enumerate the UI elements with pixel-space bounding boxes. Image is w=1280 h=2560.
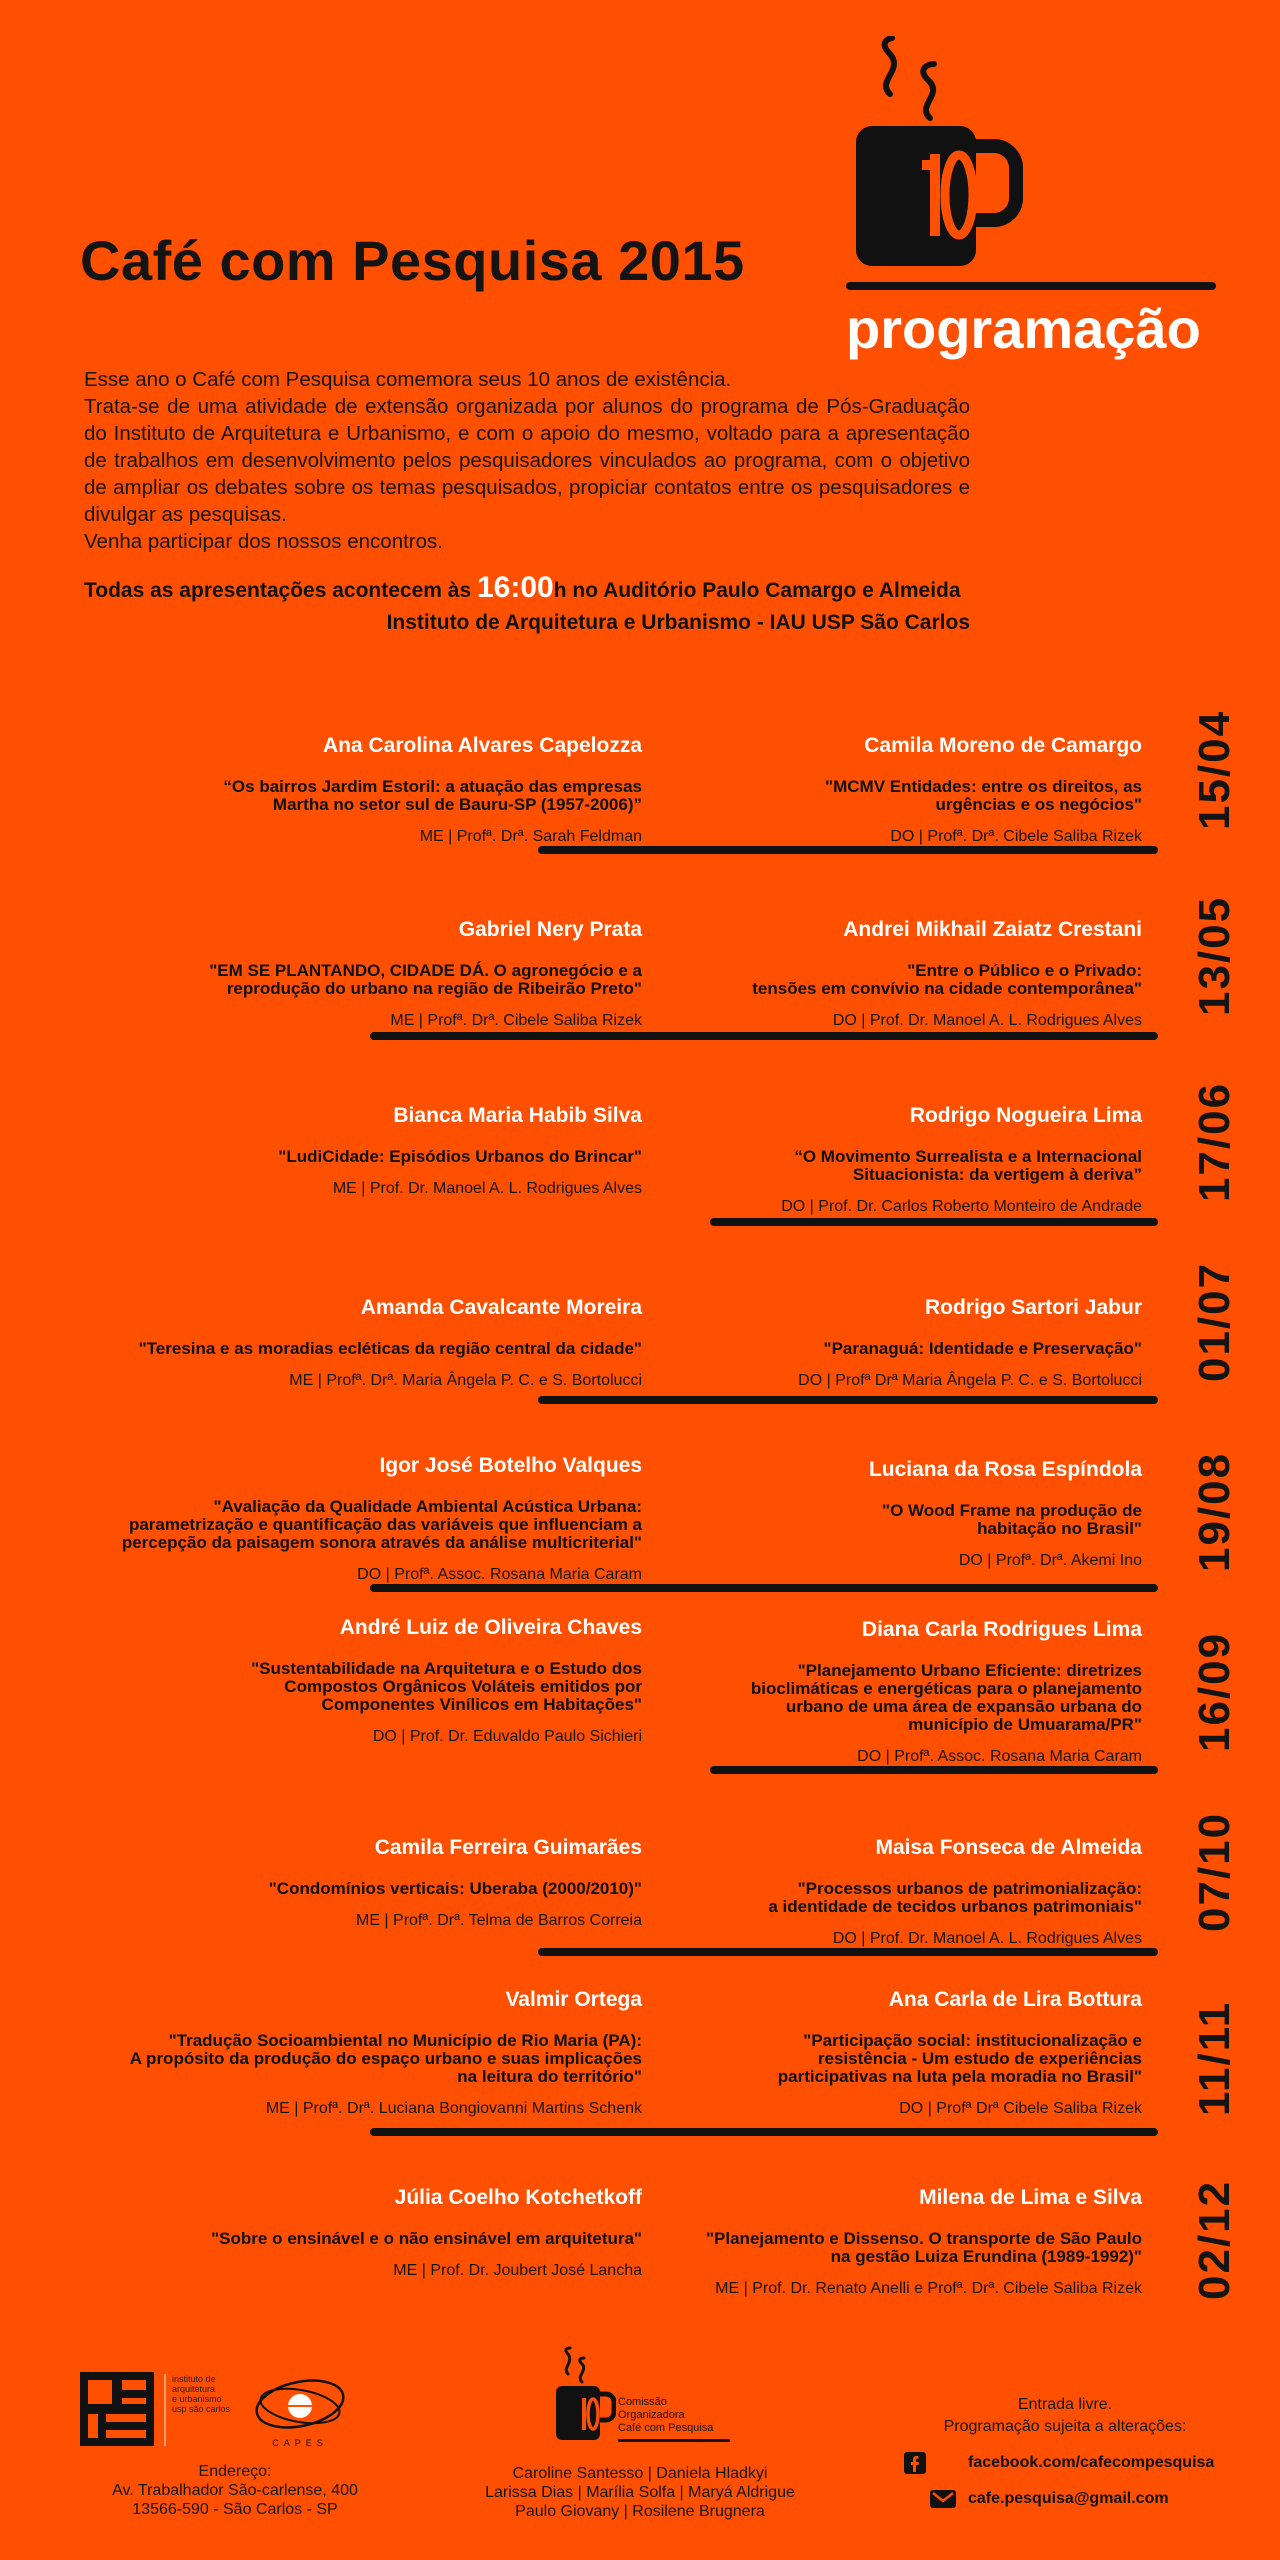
presentation-right [642,918,1142,1030]
presentation-right [642,1988,1142,2118]
talk-title: "Avaliação da Qualidade Ambiental Acústica Urbana: parametrização e quantificação das variáveis que influenciam a percepção da paisagem sonora através da análise multicriterial" [121,1497,642,1552]
capes-logo-mark [252,2374,348,2438]
contact-info [900,2394,1230,2438]
presenter-name: Camila Ferreira Guimarães [374,1836,642,1859]
talk-title: "Teresina e as moradias ecléticas da região central da cidade" [138,1339,642,1358]
members-line: Larissa Dias | Marília Solfa | Maryá Aldrigue [485,2484,795,2501]
advisor: ME | Profª. Drª. Cibele Saliba Rizek [390,1012,642,1029]
talk-title: "Entre o Público e o Privado: tensões em convívio na cidade contemporânea" [752,961,1142,998]
page-subtitle: programação [846,297,1201,360]
advisor: DO | Prof. Dr. Manoel A. L. Rodrigues Alves [832,1012,1142,1029]
advisor: DO | Profª Drª Cibele Saliba Rizek [899,2100,1142,2117]
session-rule [710,1218,1158,1226]
presenter-name: Amanda Cavalcante Moreira [360,1296,642,1319]
session-rule [370,1584,1158,1592]
advisor: ME | Profª. Drª. Maria Ângela P. C. e S. Bortolucci [289,1372,642,1389]
session-rule [538,1948,1158,1956]
email-icon [930,2490,956,2508]
steam-right [923,64,934,118]
presentation-left [82,1296,642,1390]
talk-title: “Os bairros Jardim Estoril: a atuação das empresas Martha no setor sul de Bauru-SP (1957-2006)” [223,777,642,814]
presentation-right [642,1104,1142,1216]
facebook-link[interactable]: facebook.com/cafecompesquisa [968,2454,1215,2471]
session-date: 01/07 [1190,1261,1239,1382]
committee-cup-logo [552,2346,616,2446]
session-time: 16:00 [476,571,554,604]
iau-logo-mark [80,2372,154,2446]
talk-title: "Participação social: institucionalização e resistência - Um estudo de experiências participativas na luta pela moradia no Brasil" [777,2031,1142,2086]
capes-logo [252,2374,348,2452]
presenter-name: Igor José Botelho Valques [379,1454,642,1477]
page-title: Café com Pesquisa 2015 [80,229,745,292]
session-rule [370,2128,1158,2136]
presentation-right [642,1458,1142,1570]
advisor: DO | Profª. Drª. Akemi Ino [958,1552,1142,1569]
presenter-name: Andrei Mikhail Zaiatz Crestani [843,918,1142,941]
advisor: ME | Profª. Drª. Sarah Feldman [419,828,642,845]
advisor: DO | Profª. Assoc. Rosana Maria Caram [857,1748,1142,1765]
committee-members [440,2464,840,2521]
session-date: 02/12 [1190,2179,1239,2300]
session-rule [538,1396,1158,1404]
steam-left [885,38,894,94]
session-date: 15/04 [1190,709,1239,830]
session-date: 07/10 [1190,1811,1239,1932]
talk-title: "Processos urbanos de patrimonialização: a identidade de tecidos urbanos patrimoniais" [768,1879,1142,1916]
talk-title: "LudiCidade: Episódios Urbanos do Brincar" [278,1147,642,1166]
talk-title: “O Movimento Surrealista e a Internacional Situacionista: da vertigem à deriva” [794,1147,1142,1184]
talk-title: "Sobre o ensinável e o não ensinável em arquitetura" [211,2229,642,2248]
presenter-name: Diana Carla Rodrigues Lima [861,1618,1142,1641]
presenter-name: Rodrigo Sartori Jabur [924,1296,1142,1319]
venue-prefix: Todas as apresentações acontecem às [84,579,477,602]
presentation-right [642,734,1142,846]
advisor: DO | Profª. Drª. Cibele Saliba Rizek [890,828,1142,845]
presenter-name: Maisa Fonseca de Almeida [875,1836,1142,1859]
presenter-name: Luciana da Rosa Espíndola [868,1458,1142,1481]
presenter-name: André Luiz de Oliveira Chaves [339,1616,642,1639]
presentation-left [82,734,642,846]
venue-suffix: h no Auditório Paulo Camargo e Almeida [553,579,961,602]
presentation-left [82,1836,642,1930]
coffee-cup-logo [846,36,1026,276]
advisor: DO | Prof. Dr. Eduvaldo Paulo Sichieri [372,1728,642,1745]
advisor: DO | Prof. Dr. Manoel A. L. Rodrigues Alves [832,1930,1142,1947]
session-rule [710,1766,1158,1774]
presentation-right [642,1836,1142,1948]
committee-label: Comissão Organizadora Café com Pesquisa [618,2396,730,2442]
session-date: 13/05 [1190,895,1239,1016]
advisor: ME | Profª. Drª. Luciana Bongiovanni Martins Schenk [265,2100,642,2117]
cup-handle [974,146,1016,220]
session-date: 11/11 [1190,2000,1239,2116]
session-rule [370,1032,1158,1040]
venue-institute: Instituto de Arquitetura e Urbanismo - IAU USP São Carlos [386,611,970,634]
presentation-left [82,1104,642,1198]
presentation-left [82,1988,642,2118]
header-rule [846,282,1216,290]
intro-text [84,366,970,555]
talk-title: "Tradução Socioambiental no Município de Rio Maria (PA): A propósito da produção do espaço urbano e suas implicações na leitura do território" [129,2031,642,2086]
address-line: Av. Trabalhador São-carlense, 400 [112,2482,358,2499]
presenter-name: Júlia Coelho Kotchetkoff [394,2186,642,2209]
capes-label: CAPES [272,2438,328,2448]
address-block [80,2462,390,2519]
talk-title: "EM SE PLANTANDO, CIDADE DÁ. O agronegócio e a reprodução do urbano na região de Ribeirão Preto" [209,961,642,998]
address-label: Endereço: [198,2463,272,2480]
talk-title: "Paranaguá: Identidade e Preservação" [823,1339,1142,1358]
changes-note: Programação sujeita a alterações: [943,2418,1187,2435]
members-line: Caroline Santesso | Daniela Hladkyi [512,2465,768,2482]
entry-note: Entrada livre. [1017,2396,1113,2413]
presenter-name: Rodrigo Nogueira Lima [909,1104,1142,1127]
advisor: ME | Prof. Dr. Manoel A. L. Rodrigues Alves [332,1180,642,1197]
talk-title: "O Wood Frame na produção de habitação no Brasil" [882,1501,1142,1538]
talk-title: "Sustentabilidade na Arquitetura e o Estudo dos Compostos Orgânicos Voláteis emitidos por Componentes Vinílicos em Habitações" [251,1659,642,1714]
intro-paragraph: Esse ano o Café com Pesquisa comemora seus 10 anos de existência. [84,368,732,391]
members-line: Paulo Giovany | Rosilene Brugnera [515,2503,765,2520]
talk-title: "Condomínios verticais: Uberaba (2000/2010)" [268,1879,642,1898]
presenter-name: Bianca Maria Habib Silva [393,1104,642,1127]
talk-title: "Planejamento Urbano Eficiente: diretrizes bioclimáticas e energéticas para o planejamento urbano de uma área de expansão urbana do município de Umuarama/PR" [750,1661,1142,1734]
talk-title: "MCMV Entidades: entre os direitos, as urgências e os negócios" [825,777,1142,814]
talk-title: "Planejamento e Dissenso. O transporte de São Paulo na gestão Luiza Erundina (1989-1992)" [705,2229,1142,2266]
email-link[interactable]: cafe.pesquisa@gmail.com [968,2490,1169,2507]
session-date: 19/08 [1190,1451,1239,1572]
advisor: ME | Prof. Dr. Renato Anelli e Profª. Drª. Cibele Saliba Rizek [715,2280,1142,2297]
iau-logo-text: instituto de arquitetura e urbanismo usp são carlos [164,2374,242,2446]
presentation-left [82,1616,642,1746]
advisor: DO | Prof. Dr. Carlos Roberto Monteiro de Andrade [781,1198,1142,1215]
session-date: 16/09 [1190,1631,1239,1752]
advisor: ME | Prof. Dr. Joubert José Lancha [393,2262,642,2279]
intro-paragraph: Venha participar dos nossos encontros. [84,530,443,553]
presenter-name: Milena de Lima e Silva [919,2186,1142,2209]
session-rule [538,846,1158,854]
advisor: DO | Profª. Assoc. Rosana Maria Caram [357,1566,642,1583]
venue-note [84,572,970,639]
presenter-name: Valmir Ortega [505,1988,642,2011]
advisor: DO | Profª Drª Maria Ângela P. C. e S. Bortolucci [798,1372,1142,1389]
presentation-right [642,2186,1142,2298]
facebook-icon [904,2452,926,2474]
intro-paragraph: Trata-se de uma atividade de extensão organizada por alunos do programa de Pós-Graduação do Instituto de Arquitetura e Urbanismo, e com o apoio do mesmo, voltado para a apresentação de trabalhos em desenvolvimento pelos pesquisadores vinculados ao programa, com o objetivo de ampliar os debates sobre os temas pesquisados, propiciar contatos entre os pesquisadores e divulgar as pesquisas. [84,395,970,526]
presenter-name: Ana Carla de Lira Bottura [888,1988,1142,2011]
presenter-name: Gabriel Nery Prata [458,918,642,941]
presenter-name: Ana Carolina Alvares Capelozza [323,734,642,757]
presenter-name: Camila Moreno de Camargo [864,734,1142,757]
presentation-right [642,1296,1142,1390]
presentation-left [82,2186,642,2280]
cup-body [856,126,976,266]
advisor: ME | Profª. Drª. Telma de Barros Correia [355,1912,642,1929]
iau-logo [80,2372,154,2446]
presentation-left [82,1454,642,1584]
presentation-left [82,918,642,1030]
presentation-right [642,1618,1142,1766]
session-date: 17/06 [1190,1081,1239,1202]
address-line: 13566-590 - São Carlos - SP [132,2501,338,2518]
